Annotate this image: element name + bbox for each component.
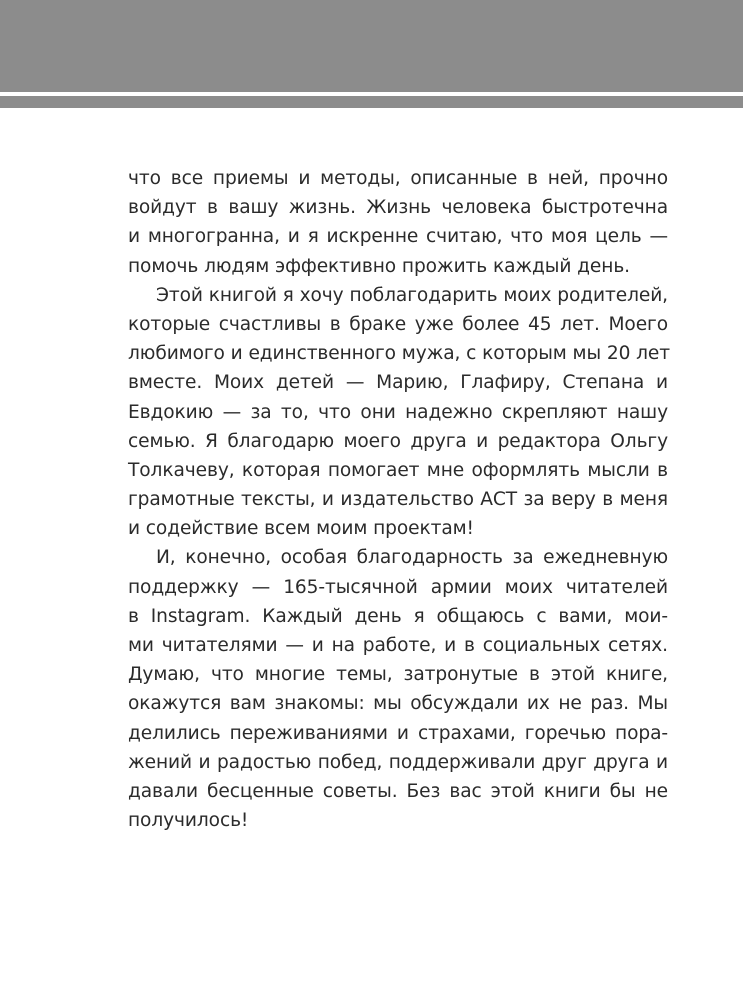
text-line: Евдокию — за то, что они надежно скрепляют нашу [128, 401, 668, 423]
text-line: семью. Я благодарю моего друга и редактора Ольгу [128, 430, 668, 452]
text-line: окажутся вам знакомы: мы обсуждали их не раз. Мы [128, 693, 668, 715]
text-line: ми читателями — и на работе, и в социальных сетях. [128, 635, 668, 656]
text-line: вместе. Моих детей — Марию, Глафиру, Степана и [128, 372, 668, 394]
text-line: которые счастливы в браке уже более 45 лет. Моего [128, 313, 668, 335]
header-rule [0, 96, 743, 108]
text-line: давали бесценные советы. Без вас этой книги бы не [128, 780, 668, 802]
text-line: Этой книгой я хочу поблагодарить моих родителей, [156, 284, 668, 306]
text-line: получилось! [128, 810, 249, 832]
text-line: Думаю, что многие темы, затронутые в этой книге, [128, 664, 668, 686]
header-band [0, 0, 743, 92]
text-line: помочь людям эффективно прожить каждый день. [128, 255, 630, 277]
text-line: любимого и единственного мужа, с которым мы 20 лет [128, 343, 670, 365]
page-text [128, 164, 668, 835]
text-line: Толкачеву, которая помогает мне оформлять мысли в [128, 459, 668, 481]
text-line: в Instagram. Каждый день я общаюсь с вами, мои- [128, 605, 668, 627]
text-line: что все приемы и методы, описанные в ней, прочно [128, 168, 668, 189]
text-line: войдут в вашу жизнь. Жизнь человека быстротечна [128, 197, 668, 219]
text-line: делились переживаниями и страхами, горечью пора- [128, 722, 668, 744]
text-line: грамотные тексты, и издательство АСТ за веру в меня [128, 489, 668, 511]
text-line: и содействие всем моим проектам! [128, 518, 474, 540]
text-line: и многогранна, и я искренне считаю, что моя цель — [128, 226, 668, 248]
text-line: жений и радостью побед, поддерживали друг друга и [128, 751, 668, 773]
text-line: И, конечно, особая благодарность за ежедневную [156, 547, 668, 569]
text-line: поддержку — 165-тысячной армии моих читателей [128, 576, 668, 598]
